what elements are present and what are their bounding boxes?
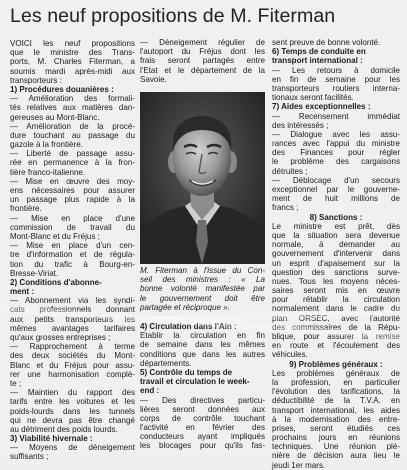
text-line: commission de travail du — [10, 222, 135, 232]
text-line: — Moyens de déneigement — [10, 443, 135, 453]
section-heading: 4) Circulation dans l'Ain : — [140, 322, 237, 331]
text-line: ment de huit millions de — [272, 194, 400, 204]
text-line: tés relatives aux matières dan- — [10, 103, 135, 113]
text-line: prises, seront étudiés ces — [272, 423, 400, 433]
text-line: — Maintien du rapport des — [10, 388, 135, 398]
text-line: l'autoport du Fréjus dont les — [140, 47, 265, 57]
text-line: à la modernisation des entre- — [272, 414, 400, 424]
section-heading: 7) Aides exceptionnelles : — [272, 102, 371, 112]
text-line: aux petits transporteurs les — [10, 314, 135, 324]
text-line: — Abonnement via les syndi- — [10, 296, 135, 306]
caption-line: seil des ministres : « La — [140, 275, 265, 285]
section-heading: 5) Contrôle du temps de — [140, 367, 233, 377]
text-line: que le ministre des Trans- — [10, 48, 135, 58]
text-line: — Liberté de passage assu- — [10, 149, 135, 159]
text-line: tion du trafic à Bourg-en- — [10, 259, 135, 269]
text-line: Blanc et du Fréjus pour assu- — [10, 360, 135, 370]
text-line: un passage plus rapide à la — [10, 195, 135, 205]
text-line: tionaux seront facilités. — [272, 93, 354, 103]
text-line: ens nécessaires pour assurer — [10, 186, 135, 195]
portrait-photo-icon — [140, 92, 265, 264]
section-heading: 8) Sanctions : — [309, 212, 363, 222]
caption-line: bonne volonté manifestée par — [140, 284, 265, 294]
text-line: poids-lourds dans les tunnels — [10, 406, 135, 416]
column-left — [10, 39, 135, 462]
text-line: détruites ; — [272, 166, 308, 176]
section-heading: ment : — [10, 287, 35, 297]
text-line: qui ne devra pas être changé — [10, 415, 135, 425]
text-line: suffisants ; — [10, 452, 49, 462]
text-line: déductibilité de la T.V.A. en — [272, 396, 400, 406]
text-line: des commissaires de la Répu- — [272, 322, 400, 332]
text-line: qu'aux grosses entreprises ; — [10, 333, 111, 342]
text-line: gazole à la frontière. — [10, 140, 83, 150]
text-line: — Dialogue avec les assu- — [272, 129, 400, 139]
section-heading: 9) Problèmes généraux : — [289, 359, 383, 369]
text-line: les blocages pour qu'ils fas- — [140, 441, 265, 451]
section-heading: end : — [140, 386, 160, 396]
text-line: conditions que dans les autres — [140, 349, 265, 359]
text-line: prochains jours en réunions — [272, 433, 400, 443]
text-line: tarifs entre les voitures et les — [10, 397, 135, 407]
text-line: normale, à demander au — [272, 240, 400, 250]
text-line: — Mise en œuvre des moy- — [10, 176, 135, 186]
text-line: frontière. — [10, 204, 42, 214]
text-line: transporteurs : — [10, 75, 62, 85]
photo-caption — [140, 266, 265, 312]
text-line: rée en permanence à la fron- — [10, 158, 135, 168]
text-line: rer une harmonisation complè- — [10, 369, 135, 379]
text-line: la profession, en particulier — [272, 377, 400, 387]
headline: Les neuf propositions de M. Fiterman — [10, 5, 336, 27]
text-line: l'évolution des tarifications, la — [272, 387, 400, 397]
text-line: conducteurs ayant impliqués — [140, 432, 265, 442]
text-line: techniques. Une réunion plé- — [272, 442, 400, 452]
text-line: cats professionnels donnant — [10, 305, 135, 315]
text-line: — Mise en place d'une — [10, 213, 135, 223]
text-line: Le ministre est prêt, dès — [272, 221, 400, 231]
caption-line: le gouvernement doit être — [140, 293, 265, 303]
section-heading: travail et circulation le week- — [140, 377, 250, 387]
text-line: Bresse-Viriat. — [10, 268, 59, 278]
text-line: nues. Tous les moyens néces- — [272, 276, 400, 286]
text-line: en route et l'écoulement des — [272, 341, 400, 351]
text-line: tre d'information et de régula- — [10, 250, 135, 260]
section-heading: 1) Procédures douanières : — [10, 84, 114, 94]
text-line: transport international, les aides — [272, 405, 400, 415]
column-right — [272, 38, 400, 470]
text-line: Savoie. — [140, 74, 167, 84]
column-middle-top — [140, 38, 265, 84]
text-line: dure touchant au passage du — [10, 130, 135, 140]
section-heading: 6) Temps de conduite en — [272, 47, 366, 57]
text-line: l'Etat et le département de la — [140, 65, 265, 75]
text-line: en fin de semaine pour les — [272, 74, 400, 84]
text-line: que la situation sera devenue — [272, 230, 400, 240]
text-line: — Recensement immédiat — [272, 111, 400, 121]
text-line: des intéressés ; — [272, 120, 329, 130]
text-line: frais seront partagés entre — [140, 56, 265, 66]
text-line: francs ; — [272, 203, 299, 213]
text-line: des Finances pour régler — [272, 148, 400, 158]
caption-line: M. Fiterman à l'issue du Con- — [140, 266, 265, 275]
text-line: — Des directives particu- — [140, 395, 265, 405]
text-line: des deux sociétés du Mont- — [10, 351, 135, 361]
text-line: Les problèmes généraux de — [272, 368, 400, 378]
text-line: au détriment des poids lourds. — [10, 424, 118, 434]
text-line: — Les retours à domicile — [272, 65, 400, 75]
text-line: — Déblocage d'un secours — [272, 175, 400, 185]
column-middle-bottom — [140, 322, 265, 451]
text-line: nière de décision aura lieu le — [272, 451, 400, 461]
text-line: plan ORSEC, avec l'autorité — [272, 313, 400, 323]
text-line: rances avec l'appui du ministre — [272, 139, 400, 149]
text-line: te ; — [10, 378, 22, 388]
text-line: sent preuve de bonne volonté. — [272, 38, 381, 47]
text-line: Etablir la circulation en fin — [140, 331, 265, 341]
text-line: — Amélioration des formali- — [10, 94, 135, 104]
text-line: saires seront mis en œuvre — [272, 286, 400, 296]
text-line: corps de contrôle touchant — [140, 413, 265, 423]
text-line: blique, pour assurer la remise — [272, 332, 400, 341]
text-line: pour rétablir la circulation — [272, 295, 400, 305]
text-line: ports, M. Charles Fiterman, a — [10, 57, 135, 67]
text-line: transporteurs routiers interna- — [272, 83, 400, 93]
text-line: tière franco-italienne. — [10, 167, 86, 177]
text-line: l'activité en février des — [140, 423, 265, 433]
text-line: un esprit d'apaisement sur la — [272, 258, 400, 268]
section-heading: 2) Conditions d'abonne- — [10, 277, 102, 287]
text-line: exceptionnel par le gouverne- — [272, 185, 400, 194]
text-line: — Rapprochement à terme — [10, 342, 135, 352]
text-line: départements. — [140, 358, 192, 368]
text-line: gereuses au Mont-Blanc. — [10, 112, 100, 122]
section-heading: 3) Viabilité hivernale : — [10, 434, 93, 444]
text-line: jeudi 1er mars. — [272, 460, 326, 470]
text-line: véhicules. — [272, 350, 308, 360]
text-line: question des sanctions surve- — [272, 267, 400, 277]
text-line: de semaine dans les mêmes — [140, 340, 265, 350]
text-line: mêmes avantages tarifaires — [10, 323, 135, 333]
text-line: soumis mardi après-midi aux — [10, 66, 135, 76]
section-heading: transport international : — [272, 56, 363, 66]
text-line: Mont-Blanc et du Fréjus ; — [10, 231, 100, 241]
text-line: — Déneigement régulier de — [140, 38, 265, 47]
text-line: gouvernement d'intervenir dans — [272, 249, 400, 259]
text-line: lières seront données aux — [140, 404, 265, 414]
caption-line: partagée et réciproque ». — [140, 302, 230, 312]
text-line: le problème des cargaisons — [272, 157, 400, 167]
text-line: — Mise en place d'un cen- — [10, 241, 135, 251]
text-line: — Amélioration de la procé- — [10, 121, 135, 131]
text-line: normalement dans le cadre du — [272, 304, 400, 314]
text-line: VOICI les neuf propositions — [10, 39, 135, 48]
